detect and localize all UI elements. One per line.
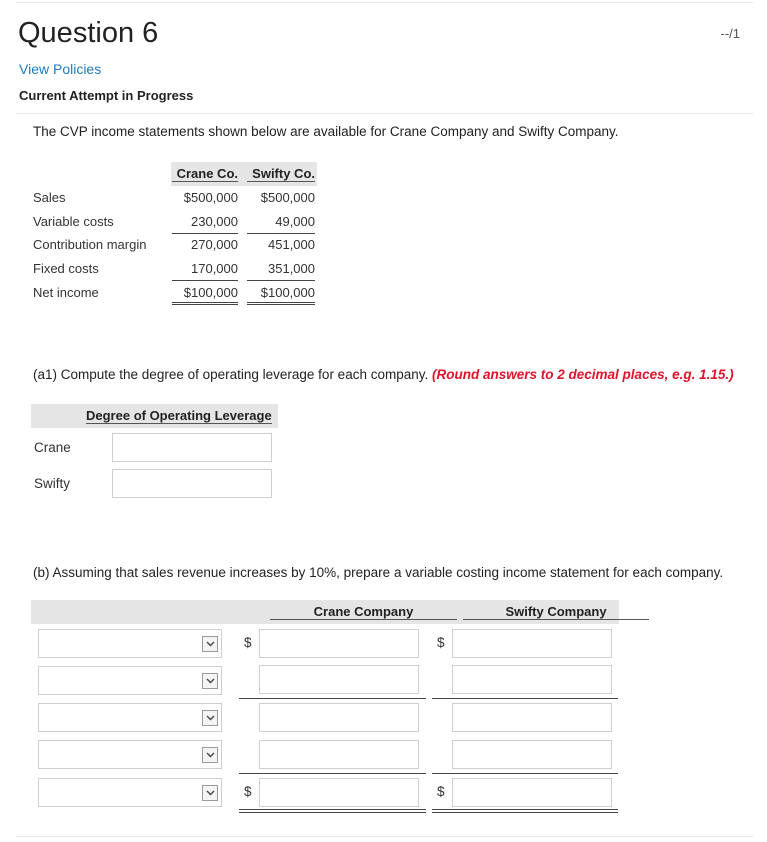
header-crane-company: Crane Company	[270, 604, 457, 620]
swifty-amount-input[interactable]	[452, 665, 612, 694]
cvp-swifty-value: 351,000	[247, 261, 315, 281]
cvp-row-contribution-margin	[31, 237, 319, 257]
chevron-down-icon[interactable]	[202, 673, 218, 689]
cvp-row-label: Net income	[33, 285, 99, 300]
question-score: --/1	[720, 26, 740, 41]
total-double-underline	[432, 809, 618, 813]
bottom-divider	[16, 836, 753, 837]
top-divider	[16, 2, 753, 3]
dol-label-crane: Crane	[34, 440, 71, 455]
crane-amount-input[interactable]	[259, 740, 419, 769]
part-a1-prompt	[33, 367, 734, 382]
variable-costing-header-bar	[31, 600, 619, 624]
chevron-down-icon[interactable]	[202, 747, 218, 763]
dol-column-header: Degree of Operating Leverage	[86, 408, 272, 423]
subtotal-underline	[432, 773, 618, 774]
line-item-select[interactable]	[38, 740, 222, 769]
attempt-divider	[16, 113, 753, 114]
cvp-row-label: Variable costs	[33, 214, 114, 229]
attempt-status: Current Attempt in Progress	[19, 88, 194, 103]
cvp-header-swifty: Swifty Co.	[247, 166, 315, 182]
cvp-crane-value: 230,000	[172, 214, 238, 234]
dollar-sign: $	[437, 784, 445, 799]
dol-crane-input[interactable]	[112, 433, 272, 462]
cvp-crane-value: $100,000	[172, 285, 238, 305]
subtotal-underline	[239, 698, 426, 699]
cvp-swifty-value: $500,000	[260, 190, 315, 205]
subtotal-underline	[239, 773, 426, 774]
crane-amount-input[interactable]	[259, 665, 419, 694]
cvp-row-label: Fixed costs	[33, 261, 99, 276]
dol-label-swifty: Swifty	[34, 476, 71, 491]
cvp-crane-value: 170,000	[172, 261, 238, 281]
rounding-hint: (Round answers to 2 decimal places, e.g. 1.15.)	[432, 367, 734, 382]
intro-text: The CVP income statements shown below are available for Crane Company and Swifty Company.	[33, 124, 619, 139]
cvp-swifty-value: 49,000	[247, 214, 315, 234]
line-item-select[interactable]	[38, 629, 222, 658]
question-title: Question 6	[18, 17, 159, 49]
cvp-swifty-value: 451,000	[268, 237, 315, 252]
swifty-amount-input[interactable]	[452, 703, 612, 732]
crane-amount-input[interactable]	[259, 629, 419, 658]
swifty-amount-input[interactable]	[452, 778, 612, 807]
chevron-down-icon[interactable]	[202, 636, 218, 652]
cvp-crane-value: 270,000	[191, 237, 238, 252]
subtotal-underline	[432, 698, 618, 699]
dollar-sign: $	[244, 635, 252, 650]
cvp-row-variable-costs	[31, 214, 319, 234]
dol-swifty-input[interactable]	[112, 469, 272, 498]
cvp-row-net-income	[31, 285, 319, 305]
part-a1-text: (a1) Compute the degree of operating leverage for each company.	[33, 367, 429, 382]
part-b-prompt: (b) Assuming that sales revenue increases by 10%, prepare a variable costing income statement for each company.	[33, 565, 724, 580]
cvp-crane-value: $500,000	[183, 190, 238, 205]
swifty-amount-input[interactable]	[452, 629, 612, 658]
chevron-down-icon[interactable]	[202, 785, 218, 801]
header-swifty-company: Swifty Company	[463, 604, 649, 620]
dollar-sign: $	[437, 635, 445, 650]
line-item-select[interactable]	[38, 778, 222, 807]
line-item-select[interactable]	[38, 703, 222, 732]
crane-amount-input[interactable]	[259, 703, 419, 732]
cvp-row-fixed-costs	[31, 261, 319, 281]
crane-amount-input[interactable]	[259, 778, 419, 807]
cvp-swifty-value: $100,000	[247, 285, 315, 305]
dol-header-bar	[31, 404, 278, 428]
cvp-row-sales	[31, 190, 319, 210]
cvp-row-label: Contribution margin	[33, 237, 147, 252]
view-policies-link[interactable]: View Policies	[19, 61, 102, 77]
cvp-header-crane: Crane Co.	[172, 166, 238, 182]
dollar-sign: $	[244, 784, 252, 799]
total-double-underline	[239, 809, 426, 813]
cvp-row-label: Sales	[33, 190, 66, 205]
chevron-down-icon[interactable]	[202, 710, 218, 726]
swifty-amount-input[interactable]	[452, 740, 612, 769]
line-item-select[interactable]	[38, 666, 222, 695]
